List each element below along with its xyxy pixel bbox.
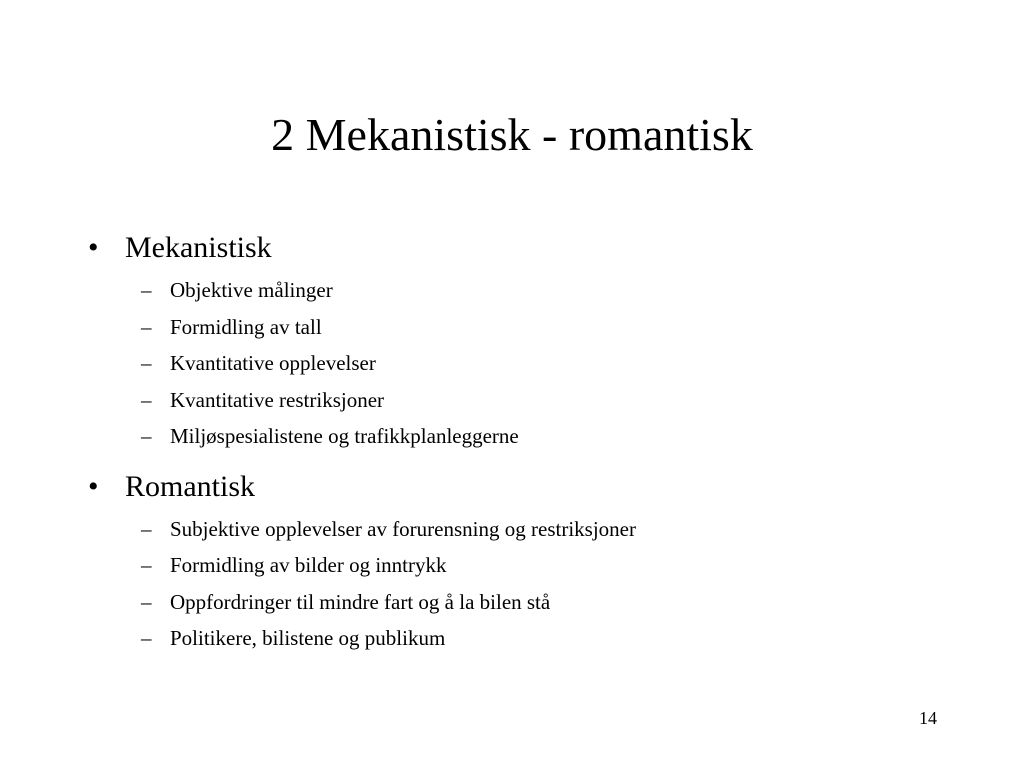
sub-item: [88, 547, 988, 584]
sub-item-text: Kvantitative restriksjoner: [170, 387, 385, 412]
bullet-content: [88, 224, 988, 665]
dash-icon: –: [141, 516, 152, 541]
dash-icon: –: [141, 589, 152, 614]
sub-item-text: Kvantitative opplevelser: [170, 351, 376, 375]
dash-icon: –: [141, 278, 152, 302]
dash-icon: –: [141, 553, 152, 577]
bullet-icon: •: [88, 469, 99, 503]
sub-item: [88, 382, 988, 419]
dash-icon: –: [141, 626, 152, 650]
sub-item: [88, 272, 988, 309]
dash-icon: –: [141, 424, 152, 448]
sub-item: [88, 309, 988, 346]
sub-item-text: Formidling av bilder og inntrykk: [170, 553, 447, 577]
sub-item-text: Objektive målinger: [170, 278, 333, 302]
sub-list-romantisk: [88, 511, 988, 665]
sub-item-text: Miljøspesialistene og trafikkplanleggerne: [170, 424, 519, 448]
sub-item: [88, 620, 988, 657]
sub-item-text: Oppfordringer til mindre fart og å la bilen stå: [170, 589, 551, 614]
sub-item-text: Subjektive opplevelser av forurensning og restriksjoner: [170, 516, 636, 541]
sub-list-mekanistisk: [88, 272, 988, 463]
page-number: 14: [919, 708, 937, 728]
bullet-heading: Mekanistisk: [125, 231, 272, 264]
sub-item-text: Formidling av tall: [170, 314, 322, 339]
bullet-icon: •: [88, 231, 99, 264]
bullet-mekanistisk: [88, 224, 988, 272]
dash-icon: –: [141, 314, 152, 339]
bullet-romantisk: [88, 463, 988, 511]
bullet-heading: Romantisk: [125, 469, 256, 503]
sub-item: [88, 584, 988, 621]
sub-item: [88, 418, 988, 455]
sub-item: [88, 511, 988, 548]
sub-item-text: Politikere, bilistene og publikum: [170, 626, 446, 650]
dash-icon: –: [141, 387, 152, 412]
slide-title: 2 Mekanistisk - romantisk: [271, 109, 753, 160]
sub-item: [88, 345, 988, 382]
dash-icon: –: [141, 351, 152, 375]
